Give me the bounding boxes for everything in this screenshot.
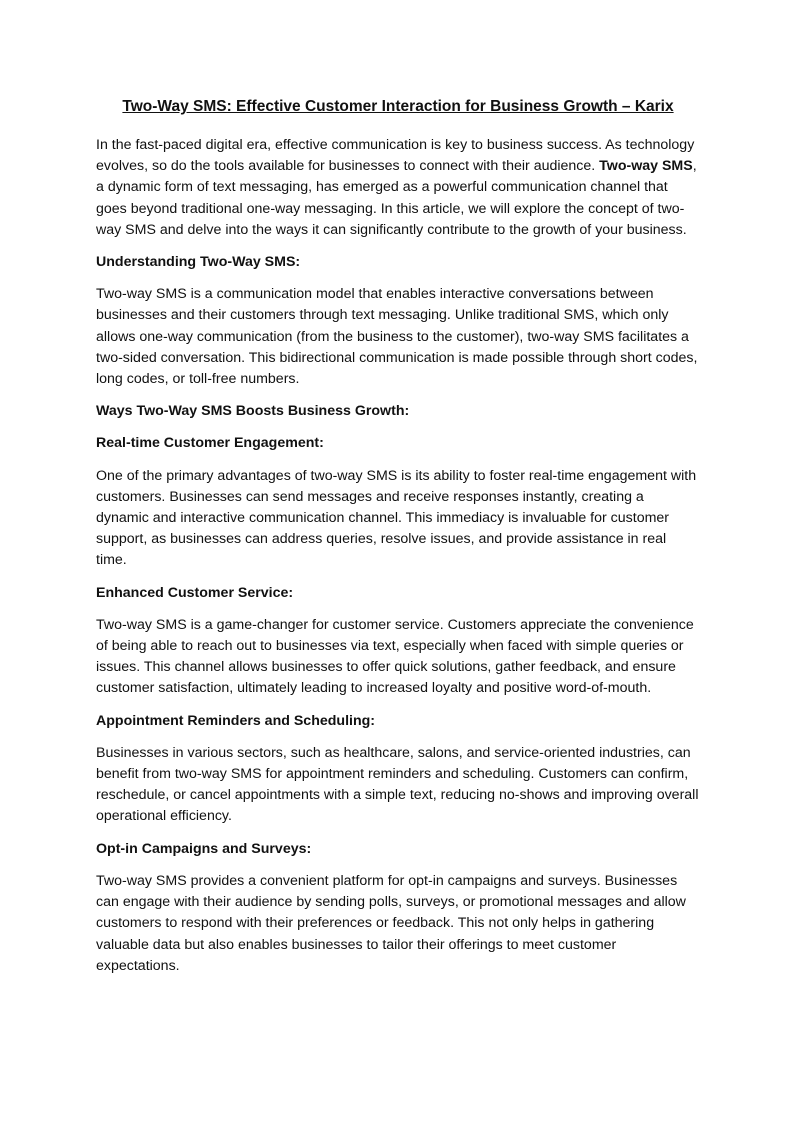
section-heading-optin: Opt-in Campaigns and Surveys: [96, 840, 312, 857]
document-page [96, 96, 700, 988]
section-heading-service: Enhanced Customer Service: [96, 584, 294, 601]
section-body-service: Two-way SMS is a game-changer for customer service. Customers appreciate the convenience of being able to reach out to businesses via text, especially when faced with simple queries or issues. This channel allows businesses to offer quick solutions, gather feedback, and ensure customer satisfaction, ultimately leading to increased loyalty and positive word-of-mouth. [96, 616, 694, 697]
intro-bold-term: Two-way SMS [599, 158, 693, 175]
intro-text-after: , a dynamic form of text messaging, has emerged as a powerful communication channel that goes beyond traditional one-way messaging. In this article, we will explore the concept of two-way SMS and delve into the ways it can significantly contribute to the growth of your business. [96, 158, 697, 238]
section-heading-appointments: Appointment Reminders and Scheduling: [96, 712, 376, 729]
section-body-appointments: Businesses in various sectors, such as healthcare, salons, and service-oriented industries, can benefit from two-way SMS for appointment reminders and scheduling. Customers can confirm, reschedule, or cancel appointments with a simple text, reducing no-shows and improving overall operational efficiency. [96, 744, 699, 825]
section-body-understanding: Two-way SMS is a communication model that enables interactive conversations between businesses and their customers through text messaging. Unlike traditional SMS, which only allows one-way communication (from the business to the customer), two-way SMS facilitates a two-sided conversation. This bidirectional communication is made possible through short codes, long codes, or toll-free numbers. [96, 286, 698, 388]
intro-paragraph [96, 135, 700, 241]
document-title: Two-Way SMS: Effective Customer Interaction for Business Growth – Karix [122, 98, 674, 115]
section-heading-realtime: Real-time Customer Engagement: [96, 435, 324, 452]
section-heading-understanding: Understanding Two-Way SMS: [96, 254, 301, 271]
section-heading-ways: Ways Two-Way SMS Boosts Business Growth: [96, 403, 410, 420]
section-body-optin: Two-way SMS provides a convenient platform for opt-in campaigns and surveys. Businesses can engage with their audience by sending polls, surveys, or promotional messages and allow customers to respond with their preferences or feedback. This not only helps in gathering valuable data but also enables businesses to tailor their offerings to meet customer expectations. [96, 872, 686, 974]
intro-text-before: In the fast-paced digital era, effective communication is key to business success. As technology evolves, so do the tools available for businesses to connect with their audience. [96, 137, 695, 175]
section-body-realtime: One of the primary advantages of two-way SMS is its ability to foster real-time engagement with customers. Businesses can send messages and receive responses instantly, creating a dynamic and interactive communication channel. This immediacy is invaluable for customer support, as businesses can address queries, resolve issues, and provide assistance in real time. [96, 467, 697, 569]
